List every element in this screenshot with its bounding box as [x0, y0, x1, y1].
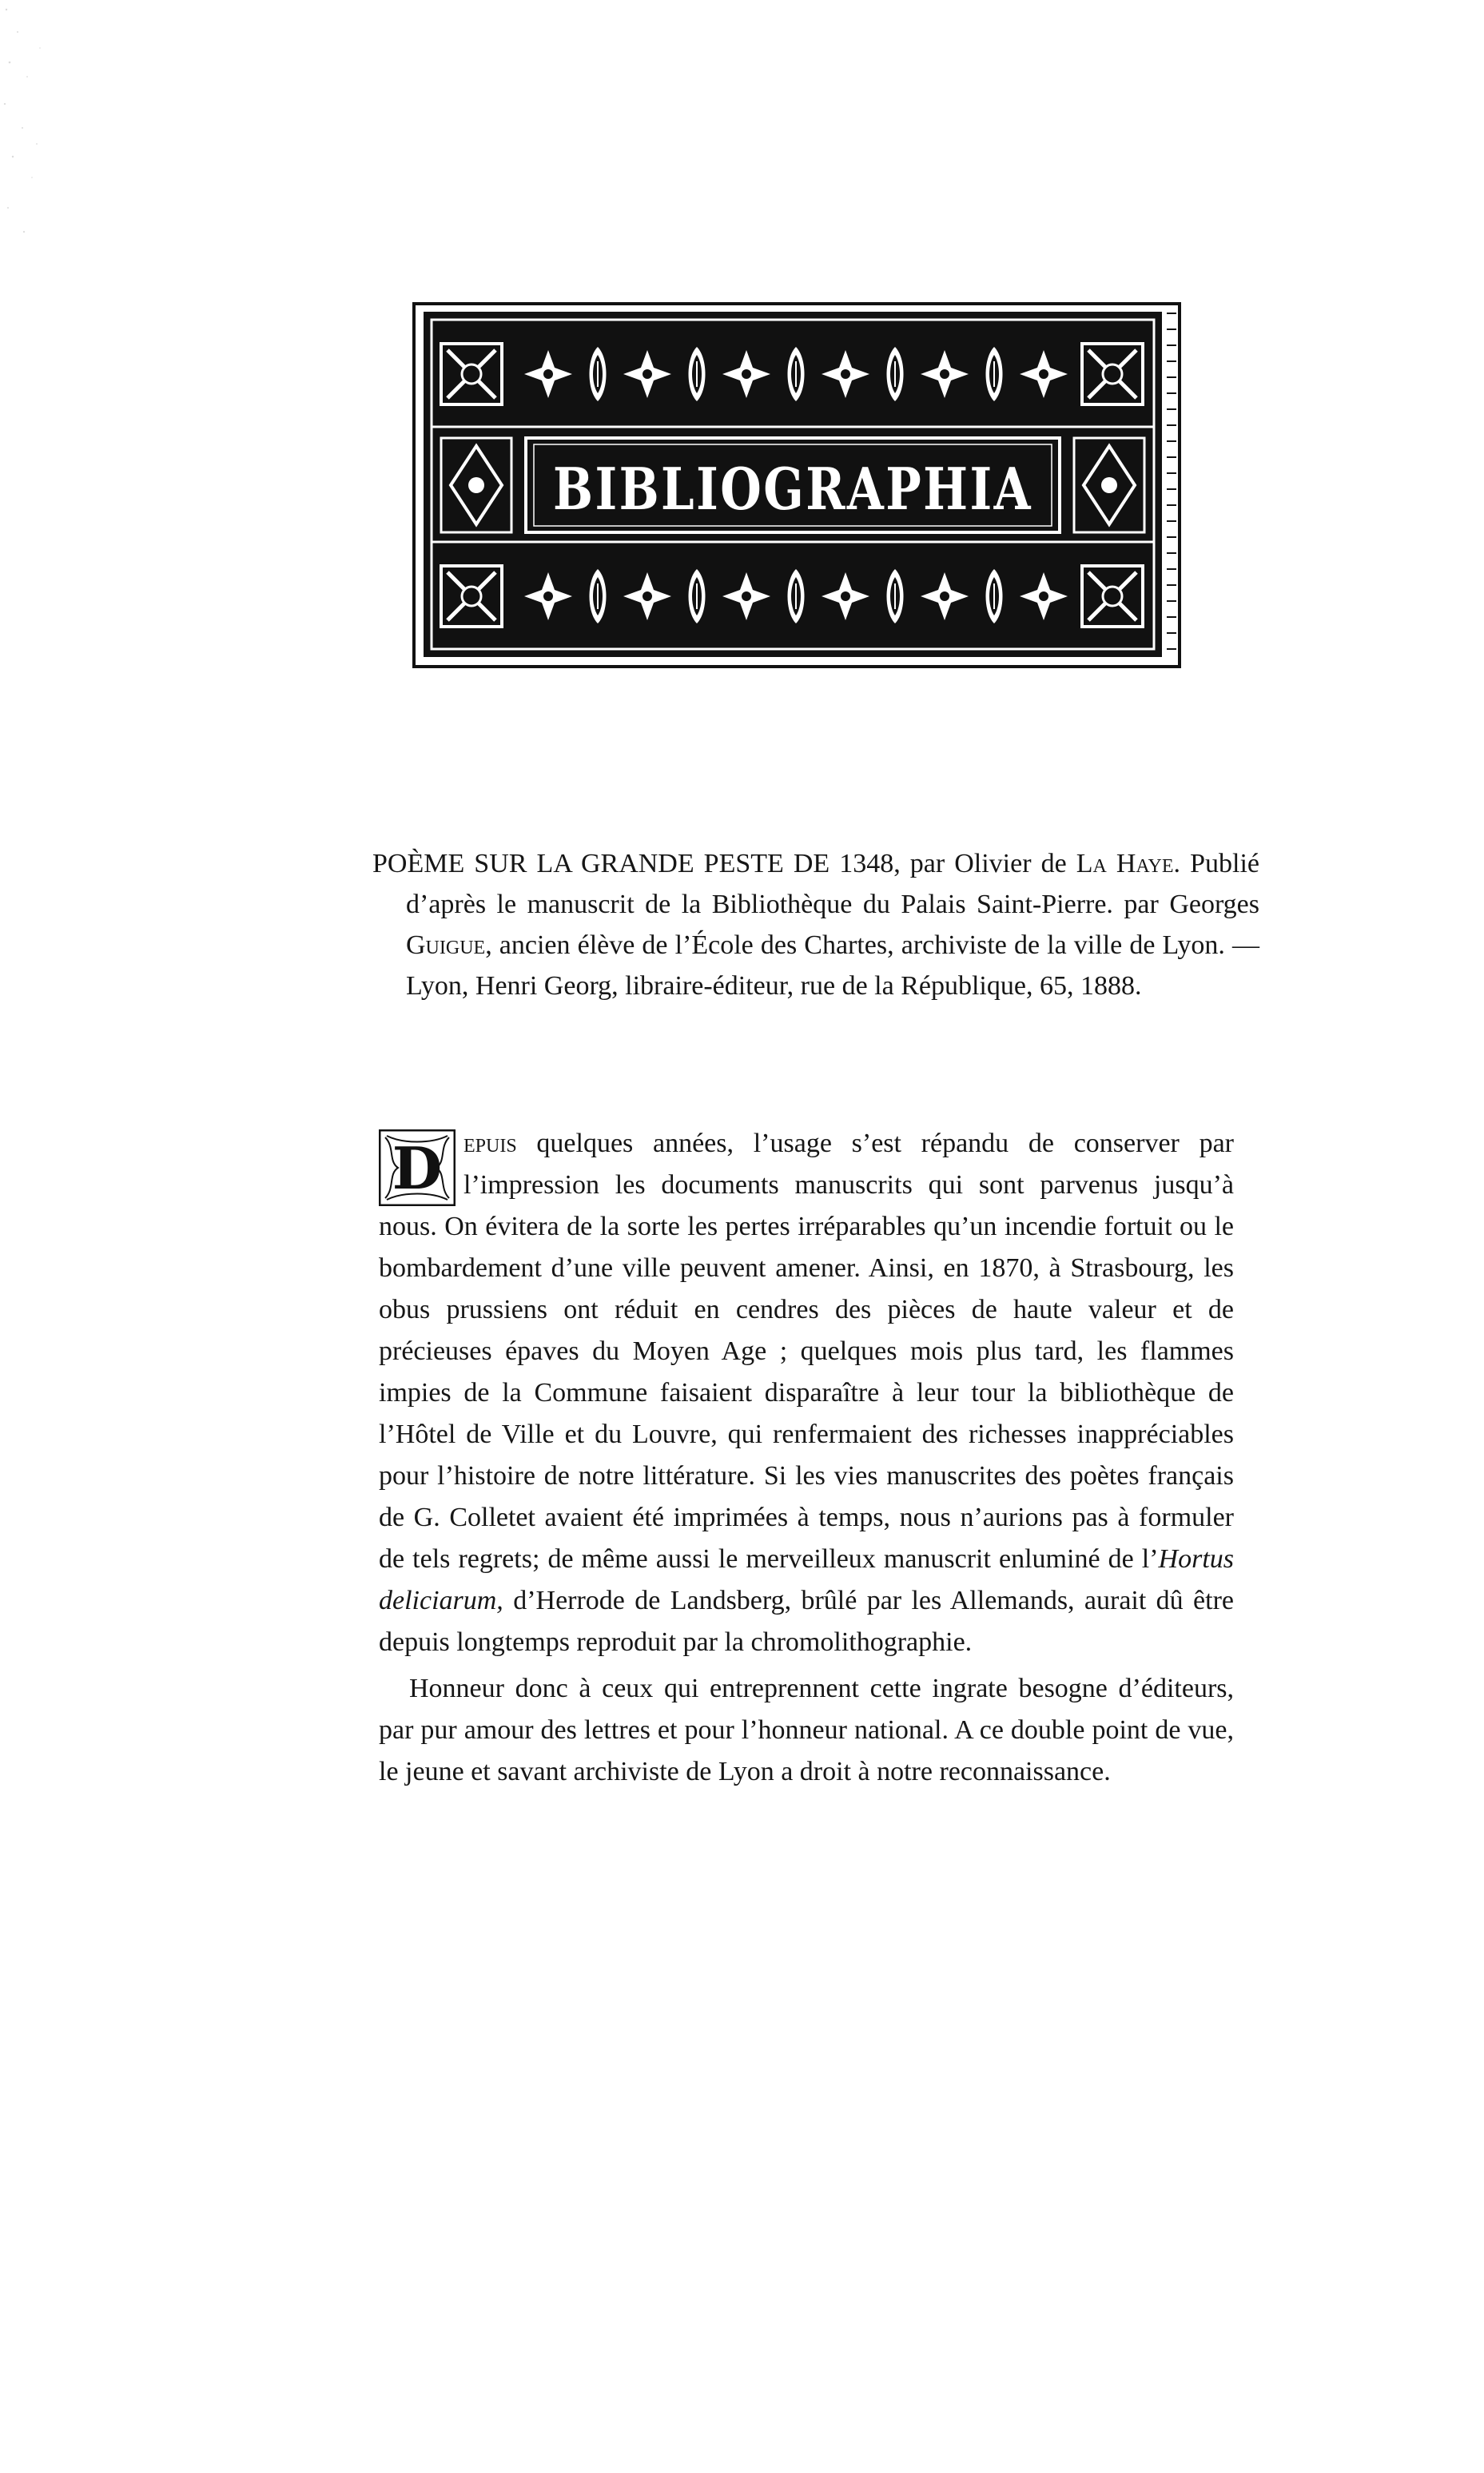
right-medallion	[1074, 438, 1144, 532]
banner-graphic	[412, 302, 1181, 668]
citation-by: par Olivier de	[909, 849, 1067, 878]
book-editor: Guigue,	[406, 930, 492, 960]
hortus-deliciarum-title: Hortus deliciarum,	[379, 1544, 1234, 1615]
dropcap-letter: D	[392, 1134, 443, 1202]
citation-text	[372, 843, 1259, 1006]
book-citation	[372, 843, 1259, 1006]
paragraph-1-lead: epuis	[464, 1129, 517, 1158]
review-body	[379, 1123, 1234, 1793]
ornamental-banner	[412, 302, 1181, 668]
book-title: POÈME SUR LA GRANDE PESTE DE	[372, 849, 830, 878]
banner-title: BIBLIOGRAPHIA	[553, 455, 1032, 523]
dropcap-ornament	[379, 1129, 456, 1206]
paragraph-1-text-a: quelques années, l’usage s’est répandu de conserver par l’impression les documents manuscrits qui sont parvenus jusqu’à nous. On évitera de la sorte les pertes irréparables qu’un incendie fortuit ou le bombardement d’une ville peuvent amener. Ainsi, en 1870, à Strasbourg, les obus prussiens ont réduit en cendres des pièces de haute valeur et de précieuses épaves du Moyen Age ; quelques mois plus tard, les flammes impies de la Commune faisaient disparaître à leur tour la bibliothèque de l’Hôtel de Ville et du Louvre, qui renfermaient des richesses inappréciables pour l’histoire de notre littérature. Si les vies manuscrites des poètes français de G. Colletet avaient été imprimées à temps, nous n’aurions pas à formuler de tels regrets; de même aussi le merveilleux manuscrit enluminé de l’	[379, 1129, 1235, 1574]
book-author: La Haye.	[1076, 849, 1181, 878]
book-year: 1348,	[839, 849, 901, 878]
scan-speckle	[0, 0, 64, 256]
left-medallion	[441, 438, 511, 532]
paragraph-2: Honneur donc à ceux qui entreprennent cette ingrate besogne d’éditeurs, par pur amour des lettres et pour l’honneur national. A ce double point de vue, le jeune et savant archiviste de Lyon a droit à notre reconnaissance.	[379, 1674, 1234, 1786]
citation-publisher: ancien élève de l’École des Chartes, archiviste de la ville de Lyon. — Lyon, Henri Georg, libraire-éditeur, rue de la République, 65, 1888.	[406, 930, 1259, 1001]
paragraph-1-text-b: d’Herrode de Landsberg, brûlé par les Allemands, aurait dû être depuis longtemps reproduit par la chromolithographie.	[379, 1586, 1235, 1657]
decorated-initial	[379, 1129, 456, 1206]
citation-publication: Publié d’après le manuscrit de la Bibliothèque du Palais Saint-Pierre.	[406, 849, 1259, 919]
citation-editor-lead: par Georges	[1124, 890, 1259, 919]
paragraph-1	[379, 1123, 1234, 1663]
